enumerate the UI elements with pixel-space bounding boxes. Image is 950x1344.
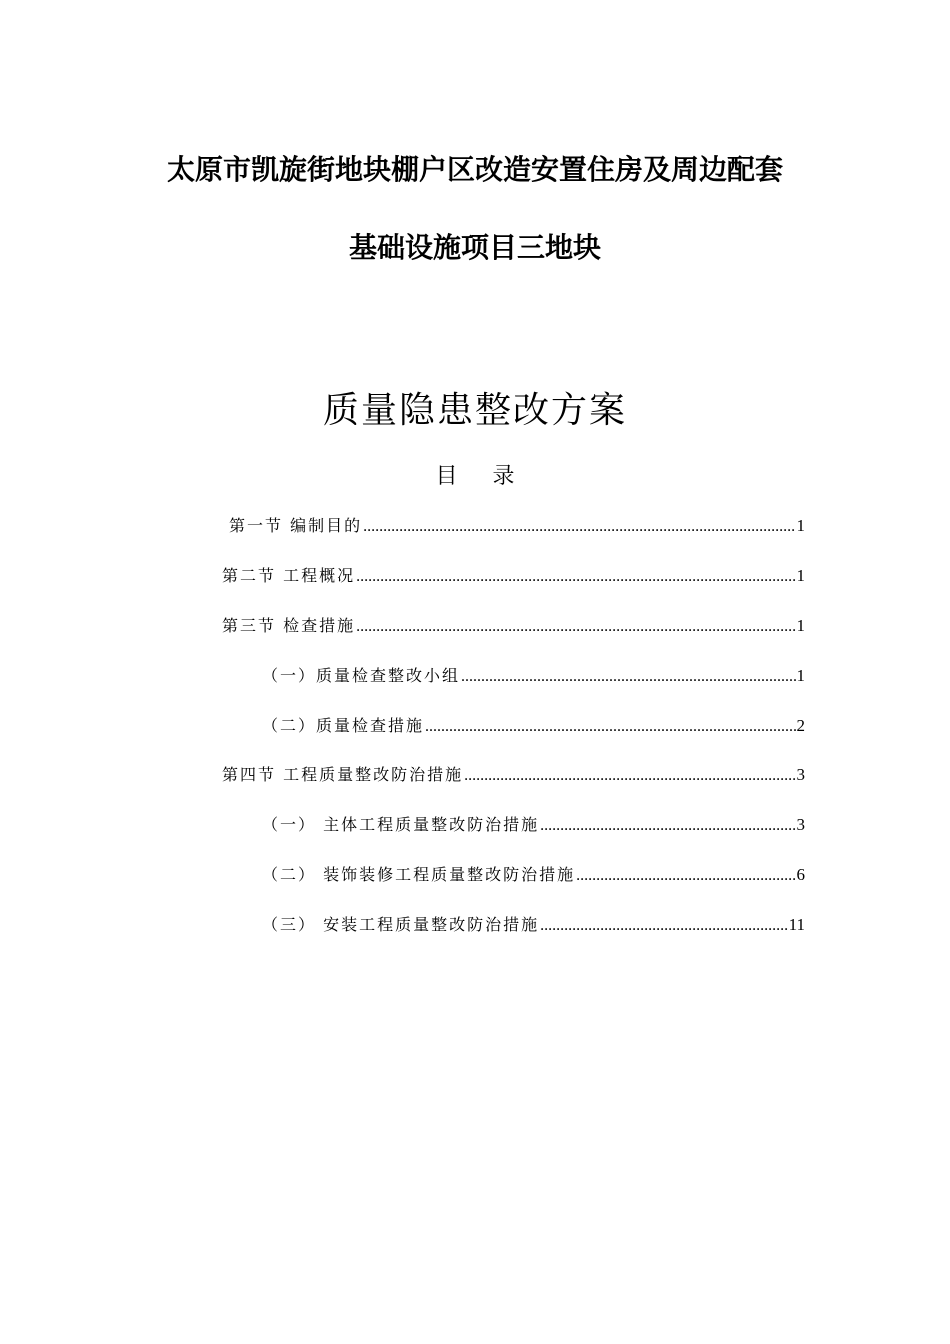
toc-leader-dots bbox=[464, 765, 795, 787]
document-title-line-1: 太原市凯旋街地块棚户区改造安置住房及周边配套 bbox=[166, 153, 783, 186]
toc-entry-label: （三） 安装工程质量整改防治措施 bbox=[262, 915, 540, 934]
toc-entry-page: 1 bbox=[796, 566, 805, 585]
toc-entry-label: 第四节 工程质量整改防治措施 bbox=[222, 765, 464, 784]
toc-entry-page: 3 bbox=[796, 815, 805, 834]
toc-leader-dots bbox=[356, 616, 795, 638]
toc-entry-page: 1 bbox=[796, 616, 805, 635]
toc-entry-page: 2 bbox=[796, 716, 805, 735]
toc-leader-dots bbox=[363, 516, 795, 538]
toc-entry[interactable] bbox=[222, 764, 805, 786]
toc-entry-label: （二）质量检查措施 bbox=[262, 716, 425, 735]
toc-entry-page: 3 bbox=[796, 765, 805, 784]
document-title-line-2: 基础设施项目三地块 bbox=[348, 231, 601, 264]
toc-leader-dots bbox=[576, 865, 795, 887]
toc-entry-page: 1 bbox=[796, 516, 805, 535]
toc-entry[interactable] bbox=[262, 914, 805, 936]
document-subtitle: 质量隐患整改方案 bbox=[322, 390, 627, 431]
toc-entry[interactable] bbox=[222, 565, 805, 587]
toc-entry[interactable] bbox=[262, 814, 805, 836]
toc-entry-label: （一）质量检查整改小组 bbox=[262, 666, 461, 685]
toc-entry-page: 11 bbox=[788, 915, 805, 934]
toc-leader-dots bbox=[540, 915, 788, 937]
toc-entry-label: 第二节 工程概况 bbox=[222, 566, 356, 585]
toc-leader-dots bbox=[461, 666, 795, 688]
toc-entry[interactable] bbox=[262, 665, 805, 687]
toc-leader-dots bbox=[540, 815, 795, 837]
toc-entry[interactable] bbox=[222, 615, 805, 637]
toc-entry-page: 6 bbox=[796, 865, 805, 884]
toc-leader-dots bbox=[425, 716, 795, 738]
toc-entry[interactable] bbox=[262, 864, 805, 886]
toc-entry-label: 第一节 编制目的 bbox=[229, 516, 363, 535]
toc-entry-page: 1 bbox=[796, 666, 805, 685]
toc-entry[interactable] bbox=[262, 715, 805, 737]
toc-entry-label: （一） 主体工程质量整改防治措施 bbox=[262, 815, 540, 834]
toc-entry-label: 第三节 检查措施 bbox=[222, 616, 356, 635]
toc-leader-dots bbox=[356, 566, 795, 588]
toc-heading: 目 录 bbox=[435, 464, 529, 489]
toc-entry[interactable] bbox=[229, 515, 805, 537]
toc-entry-label: （二） 装饰装修工程质量整改防治措施 bbox=[262, 865, 576, 884]
